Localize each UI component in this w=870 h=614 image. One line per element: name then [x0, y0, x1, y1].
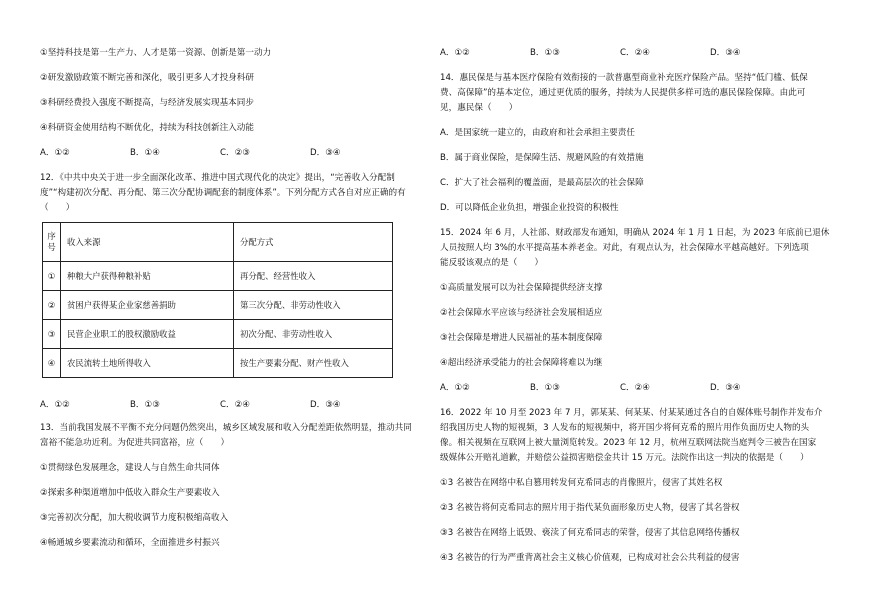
q11-option-c: C．②③	[220, 148, 251, 158]
q11-option-a: A．①②	[40, 148, 70, 158]
q15-option-a: A．①②	[440, 383, 470, 393]
row-index: ③	[43, 320, 61, 349]
q13-stem-line-1: 13．当前我国发展不平衡不充分问题仍然突出，城乡区域发展和收入分配差距依然明显，推动共同	[40, 423, 412, 433]
q13-stem-line-2: 富裕不能急功近利。为促进共同富裕，应（ ）	[40, 438, 230, 448]
q12-table	[42, 222, 393, 378]
q11-item-1: ①坚持科技是第一生产力、人才是第一资源、创新是第一动力	[40, 48, 272, 58]
q15-option-d: D．③④	[710, 383, 741, 393]
row-income-source: 贫困户获得某企业家慈善捐助	[61, 291, 234, 320]
table-row	[43, 291, 393, 320]
q11-item-3: ③科研经费投入强度不断提高，与经济发展实现基本同步	[40, 98, 254, 108]
row-index: ①	[43, 262, 61, 291]
q12-option-c: C．②④	[220, 400, 251, 410]
q16-item-1: ①3 名被告在网络中私自篡用转发何克希同志的肖像照片，侵害了其姓名权	[440, 478, 723, 488]
row-index: ④	[43, 349, 61, 378]
q15-option-b: B．①③	[530, 383, 560, 393]
q15-stem-line-3: 能反驳该观点的是（ ）	[440, 258, 544, 268]
q11-option-b: B．①④	[130, 148, 160, 158]
q11-item-2: ②研发激励政策不断完善和深化，吸引更多人才投身科研	[40, 73, 254, 83]
row-index: ②	[43, 291, 61, 320]
q15-item-4: ④超出经济承受能力的社会保障将难以为继	[440, 358, 603, 368]
q13-option-a: A．①②	[440, 48, 470, 58]
q12-option-d: D．③④	[310, 400, 341, 410]
q16-stem-line-3: 像。相关视频在互联网上被大量浏览转发。2023 年 12 月，杭州互联网法院当庭判令三被告在国家	[440, 438, 817, 448]
q14-stem-line-3: 见，惠民保（ ）	[440, 103, 518, 113]
row-income-source: 种粮大户获得种粮补贴	[61, 262, 234, 291]
header-income-source: 收入来源	[61, 223, 234, 262]
q14-option-d: D．可以降低企业负担，增强企业投资的积极性	[440, 203, 619, 213]
q15-item-3: ③社会保障是增进人民福祉的基本制度保障	[440, 333, 603, 343]
row-distribution-method: 初次分配、非劳动性收入	[234, 320, 393, 349]
q16-stem-line-4: 级媒体公开赔礼道歉，并赔偿公益损害赔偿金共计 15 万元。法院作出这一判决的依据是（ ）	[440, 453, 809, 463]
q16-stem-line-2: 绍我国历史人物的短视频，3 人发布的短视频中，将开国少将何克希的照片用作负面历史人物的头	[440, 423, 810, 433]
q13-options	[440, 48, 800, 59]
header-index: 序号	[43, 223, 61, 262]
header-distribution-method: 分配方式	[234, 223, 393, 262]
q11-options	[40, 148, 400, 159]
q13-option-d: D．③④	[710, 48, 741, 58]
q15-options	[440, 383, 800, 394]
row-distribution-method: 第三次分配、非劳动性收入	[234, 291, 393, 320]
q13-item-2: ②探索多种渠道增加中低收入群众生产要素收入	[40, 488, 220, 498]
table-row	[43, 262, 393, 291]
row-distribution-method: 按生产要素分配、财产性收入	[234, 349, 393, 378]
q14-stem-line-1: 14．惠民保是与基本医疗保险有效衔接的一款普惠型商业补充医疗保险产品。坚持“低门槛、低保	[440, 73, 808, 83]
q15-item-2: ②社会保障水平应该与经济社会发展相适应	[440, 308, 603, 318]
q15-stem-line-1: 15．2024 年 6 月，人社部、财政部发布通知，明确从 2024 年 1 月 1 日起，为 2023 年底前已退休	[440, 228, 830, 238]
q16-item-4: ④3 名被告的行为严重背离社会主义核心价值观，已构成对社会公共利益的侵害	[440, 553, 740, 563]
q12-option-b: B．①③	[130, 400, 160, 410]
row-income-source: 民营企业职工的股权激励收益	[61, 320, 234, 349]
q16-item-2: ②3 名被告将何克希同志的照片用于指代某负面形象历史人物，侵害了其名誉权	[440, 503, 740, 513]
q13-item-3: ③完善初次分配，加大税收调节力度积极缩高收入	[40, 513, 229, 523]
q13-item-4: ④畅通城乡要素流动和循环，全面推进乡村振兴	[40, 538, 220, 548]
table-row	[43, 349, 393, 378]
q12-option-a: A．①②	[40, 400, 70, 410]
q16-item-3: ③3 名被告在网络上诋毁、亵渎了何克希同志的荣誉，侵害了其信息网络传播权	[440, 528, 740, 538]
row-distribution-method: 再分配、经营性收入	[234, 262, 393, 291]
q15-option-c: C．②④	[620, 383, 651, 393]
q14-option-a: A．是国家统一建立的，由政府和社会承担主要责任	[440, 128, 635, 138]
table-header-row	[43, 223, 393, 262]
q14-option-b: B．属于商业保险，是保障生活、规避风险的有效措施	[440, 153, 644, 163]
table-row	[43, 320, 393, 349]
q12-stem-line-2: 度”“构建初次分配、再分配、第三次分配协调配套的制度体系”。下列分配方式各自对应正确的有	[40, 188, 406, 198]
q15-item-1: ①高质量发展可以为社会保障提供经济支撑	[440, 283, 603, 293]
row-income-source: 农民流转土地所得收入	[61, 349, 234, 378]
q16-stem-line-1: 16．2022 年 10 月至 2023 年 7 月，郭某某、何某某、付某某通过各自的自媒体账号制作并发布介	[440, 408, 823, 418]
q13-option-b: B．①③	[530, 48, 560, 58]
q12-stem-line-1: 12．《中共中央关于进一步全面深化改革、推进中国式现代化的决定》提出，“完善收入分配制	[40, 173, 395, 183]
q12-options	[40, 400, 400, 411]
q13-item-1: ①贯彻绿色发展理念，建设人与自然生命共同体	[40, 463, 220, 473]
q12-stem-line-3: （ ）	[40, 203, 75, 213]
q14-stem-line-2: 费、高保障”的基本定位，通过更优质的服务，持续为人民提供多样可选的惠民保险保障。由此可	[440, 88, 806, 98]
q11-item-4: ④科研资金使用结构不断优化，持续为科技创新注入动能	[40, 123, 254, 133]
q15-stem-line-2: 人员按照人均 3%的水平提高基本养老金。对此，有观点认为，社会保障水平越高越好。下列选项	[440, 243, 809, 253]
q14-option-c: C．扩大了社会福利的覆盖面，是最高层次的社会保障	[440, 178, 644, 188]
q13-option-c: C．②④	[620, 48, 651, 58]
q11-option-d: D．③④	[310, 148, 341, 158]
